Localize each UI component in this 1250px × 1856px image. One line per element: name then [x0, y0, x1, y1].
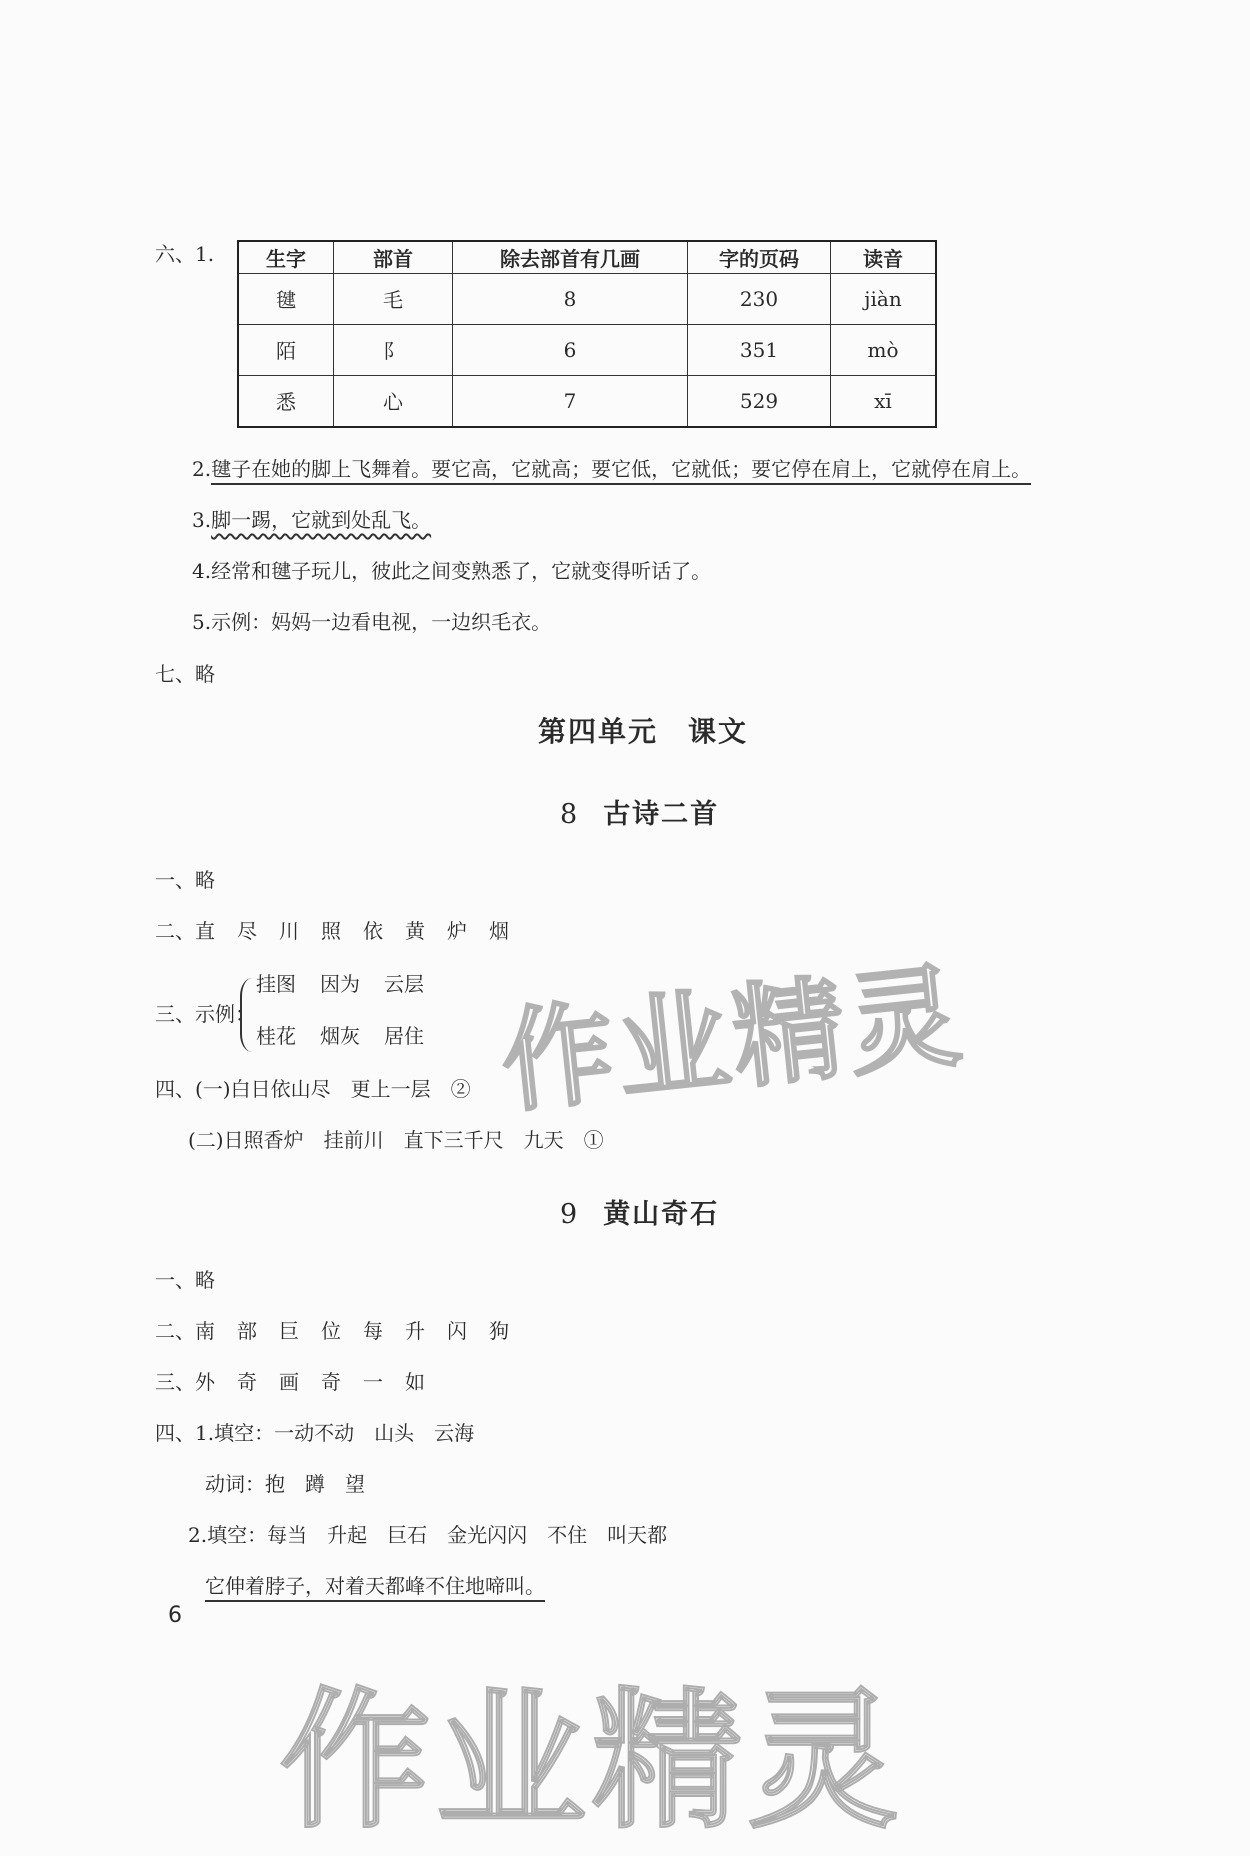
answer-word: 如 [405, 1370, 425, 1394]
answer-word: 外 [195, 1370, 215, 1394]
table-header: 生字 [238, 241, 334, 274]
lesson8-q4-line1: 四、(一)白日依山尽 更上一层 ② [155, 1077, 471, 1101]
lesson8-heading [560, 792, 719, 831]
answer-word: 桂花 [256, 1024, 296, 1048]
lesson9-q2 [155, 1317, 509, 1345]
answer-word: 尽 [237, 919, 257, 943]
wavy-underlined-answer: 脚一踢，它就到处乱飞。 [211, 508, 432, 532]
watermark: 作业精灵 [280, 1675, 905, 1849]
answer-item-3 [192, 506, 431, 534]
section6-label: 六、1. [155, 242, 215, 266]
table-cell: 悉 [238, 375, 334, 427]
answer-word: 挂图 [256, 972, 296, 996]
item-prefix: 2. [192, 457, 212, 481]
table-header: 除去部首有几画 [453, 241, 688, 274]
lesson8-q1: 一、略 [155, 868, 215, 892]
watermark: 作业精灵 [495, 951, 971, 1129]
answer-word: 照 [321, 919, 341, 943]
answer-word: 狗 [489, 1319, 509, 1343]
table-cell: xī [831, 375, 937, 427]
lesson9-heading [560, 1192, 719, 1231]
answer-item-2 [192, 455, 1031, 483]
answer-item-4: 4.经常和毽子玩儿，彼此之间变熟悉了，它就变得听话了。 [192, 559, 712, 583]
lesson9-q4-line4 [205, 1572, 545, 1600]
answer-word: 因为 [320, 972, 360, 996]
answer-word: 川 [279, 919, 299, 943]
answer-word: 画 [279, 1370, 299, 1394]
table-cell: 毛 [334, 274, 453, 325]
item-prefix: 3. [192, 508, 212, 532]
page-number: 6 [168, 1603, 182, 1628]
table-row [238, 375, 936, 427]
section7: 七、略 [155, 662, 215, 686]
unit-title: 第四单元 课文 [538, 715, 749, 748]
question-label: 二、 [155, 919, 195, 943]
answer-word: 每 [363, 1319, 383, 1343]
lesson9-q4-line2: 动词：抱 蹲 望 [205, 1472, 365, 1496]
lesson-number: 9 [560, 1199, 578, 1230]
lesson-title: 古诗二首 [603, 799, 720, 830]
table-cell: 陌 [238, 324, 334, 375]
table-header: 读音 [831, 241, 937, 274]
table-header: 字的页码 [688, 241, 831, 274]
answer-word: 部 [237, 1319, 257, 1343]
lesson9-q4-line3: 2.填空：每当 升起 巨石 金光闪闪 不住 叫天都 [188, 1523, 668, 1547]
lesson9-q4-line1: 四、1.填空：一动不动 山头 云海 [155, 1421, 475, 1445]
lesson9-q1: 一、略 [155, 1268, 215, 1292]
answer-word: 升 [405, 1319, 425, 1343]
table-cell: 351 [688, 324, 831, 375]
question-label: 二、 [155, 1319, 195, 1343]
table-row [238, 274, 936, 325]
table-cell: 230 [688, 274, 831, 325]
table-cell: 毽 [238, 274, 334, 325]
lesson8-q3-row2 [256, 1022, 424, 1050]
answer-word: 南 [195, 1319, 215, 1343]
answer-word: 居住 [384, 1024, 424, 1048]
answer-item-5: 5.示例：妈妈一边看电视，一边织毛衣。 [192, 610, 552, 634]
table-header-row [238, 241, 936, 274]
answer-word: 奇 [237, 1370, 257, 1394]
table-cell: 8 [453, 274, 688, 325]
lesson9-q3 [155, 1368, 425, 1396]
table-cell: 6 [453, 324, 688, 375]
answer-word: 依 [363, 919, 383, 943]
lesson-title: 黄山奇石 [603, 1199, 720, 1230]
question-label: 三、 [155, 1370, 195, 1394]
answer-word: 黄 [405, 919, 425, 943]
character-table [237, 240, 937, 428]
table-cell: 529 [688, 375, 831, 427]
table-cell: 心 [334, 375, 453, 427]
brace-bracket [240, 978, 254, 1052]
lesson8-q2 [155, 917, 509, 945]
lesson-number: 8 [560, 799, 578, 830]
table-cell: 7 [453, 375, 688, 427]
table-cell: 阝 [334, 324, 453, 375]
table-cell: mò [831, 324, 937, 375]
lesson8-q3-label: 三、示例： [155, 1002, 255, 1026]
answer-word: 奇 [321, 1370, 341, 1394]
lesson8-q4-line2: (二)日照香炉 挂前川 直下三千尺 九天 ① [188, 1128, 604, 1152]
answer-word: 直 [195, 919, 215, 943]
table-header: 部首 [334, 241, 453, 274]
table-row [238, 324, 936, 375]
underlined-answer: 它伸着脖子，对着天都峰不住地啼叫。 [205, 1574, 545, 1602]
answer-word: 位 [321, 1319, 341, 1343]
answer-word: 烟灰 [320, 1024, 360, 1048]
answer-word: 炉 [447, 919, 467, 943]
answer-word: 云层 [384, 972, 424, 996]
answer-word: 一 [363, 1370, 383, 1394]
answer-word: 烟 [489, 919, 509, 943]
table-cell: jiàn [831, 274, 937, 325]
answer-word: 巨 [279, 1319, 299, 1343]
lesson8-q3-row1 [256, 970, 424, 998]
underlined-answer: 毽子在她的脚上飞舞着。要它高，它就高；要它低，它就低；要它停在肩上，它就停在肩上。 [211, 457, 1031, 485]
answer-word: 闪 [447, 1319, 467, 1343]
